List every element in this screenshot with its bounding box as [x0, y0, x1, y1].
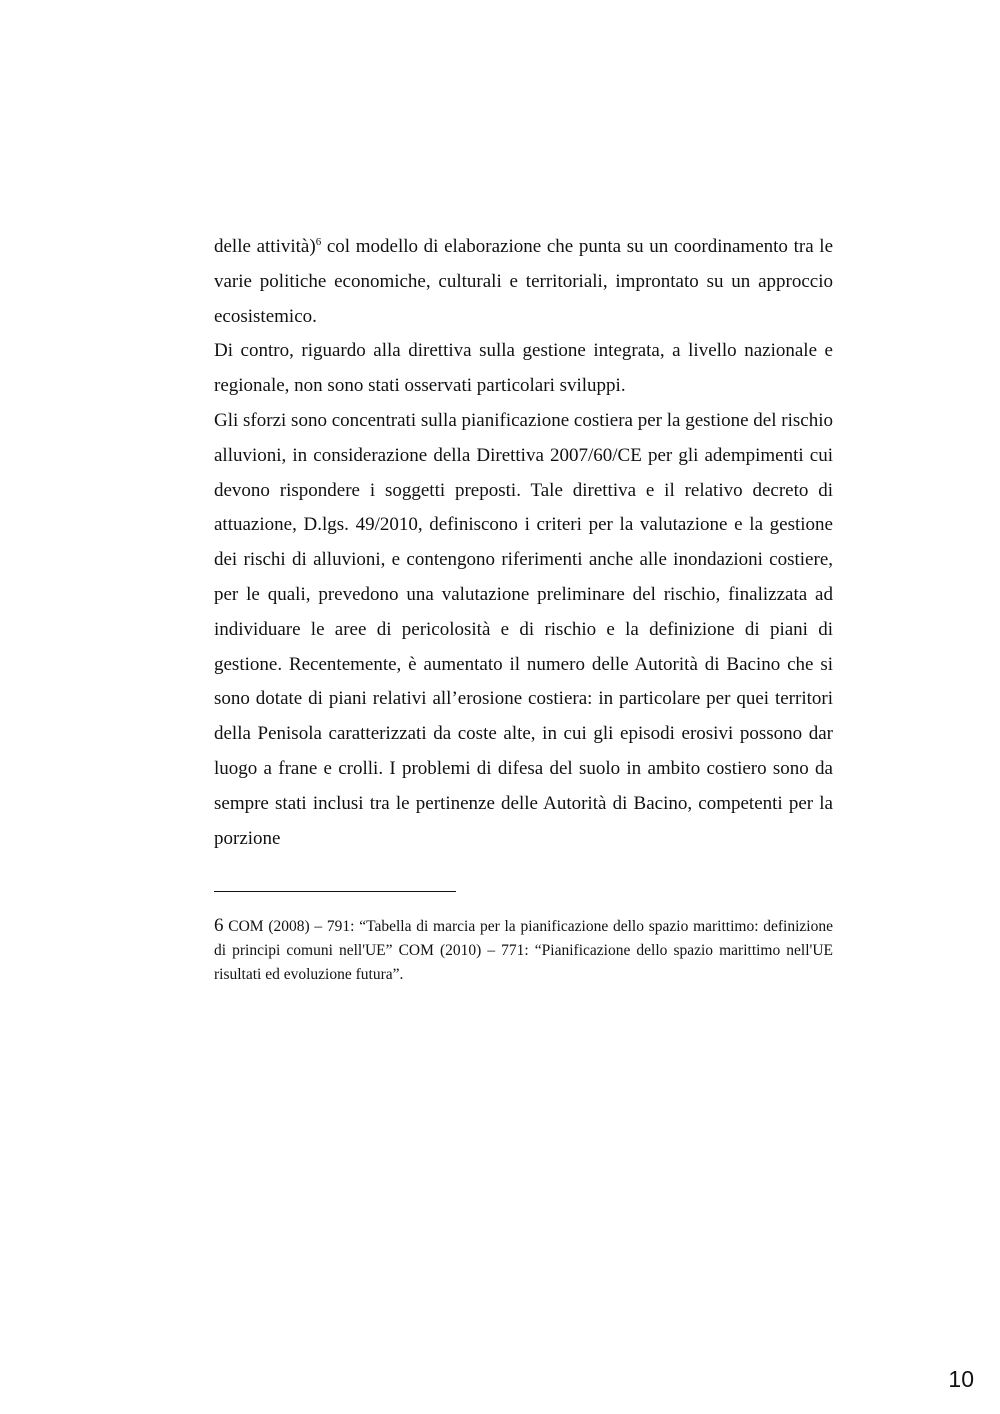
page-number: 10 [948, 1366, 974, 1392]
paragraph-3: Gli sforzi sono concentrati sulla pianificazione costiera per la gestione del rischio alluvioni, in considerazione della Direttiva 2007/60/CE per gli adempimenti cui devono rispondere i soggetti preposti. Tale direttiva e il relativo decreto di attuazione, D.lgs. 49/2010, definiscono i criteri per la valutazione e la gestione dei rischi di alluvioni, e contengono riferimenti anche alle inondazioni costiere, per le quali, prevedono una valutazione preliminare del rischio, finalizzata ad individuare le aree di pericolosità e di rischio e la definizione di piani di gestione. Recentemente, è aumentato il numero delle Autorità di Bacino che si sono dotate di piani relativi all’erosione costiera: in particolare per quei territori della Penisola caratterizzati da coste alte, in cui gli episodi erosivi possono dar luogo a frane e crolli. I problemi di difesa del suolo in ambito costiero sono da sempre stati inclusi tra le pertinenze delle Autorità di Bacino, competenti per la porzione [214, 409, 833, 849]
body-text [214, 230, 833, 856]
footnote-separator [214, 891, 456, 892]
paragraph-2: Di contro, riguardo alla direttiva sulla gestione integrata, a livello nazionale e regionale, non sono stati osservati particolari sviluppi. [214, 340, 833, 397]
footnote-reference[interactable]: 6 [315, 236, 322, 248]
footnote-text: COM (2008) – 791: “Tabella di marcia per la pianificazione dello spazio marittimo: definizione di principi comuni nell'UE” COM (2010) – 771: “Pianificazione dello spazio marittimo nell'UE risultati ed evoluzione futura”. [214, 918, 833, 983]
paragraph-1-start: delle attività) [214, 236, 316, 257]
paragraph-1-rest: col modello di elaborazione che punta su un coordinamento tra le varie politiche economiche, culturali e territoriali, improntato su un approccio ecosistemico. [214, 236, 834, 327]
footnote-number: 6 [214, 915, 224, 936]
paragraph-1 [214, 230, 833, 334]
footnote [214, 914, 833, 987]
